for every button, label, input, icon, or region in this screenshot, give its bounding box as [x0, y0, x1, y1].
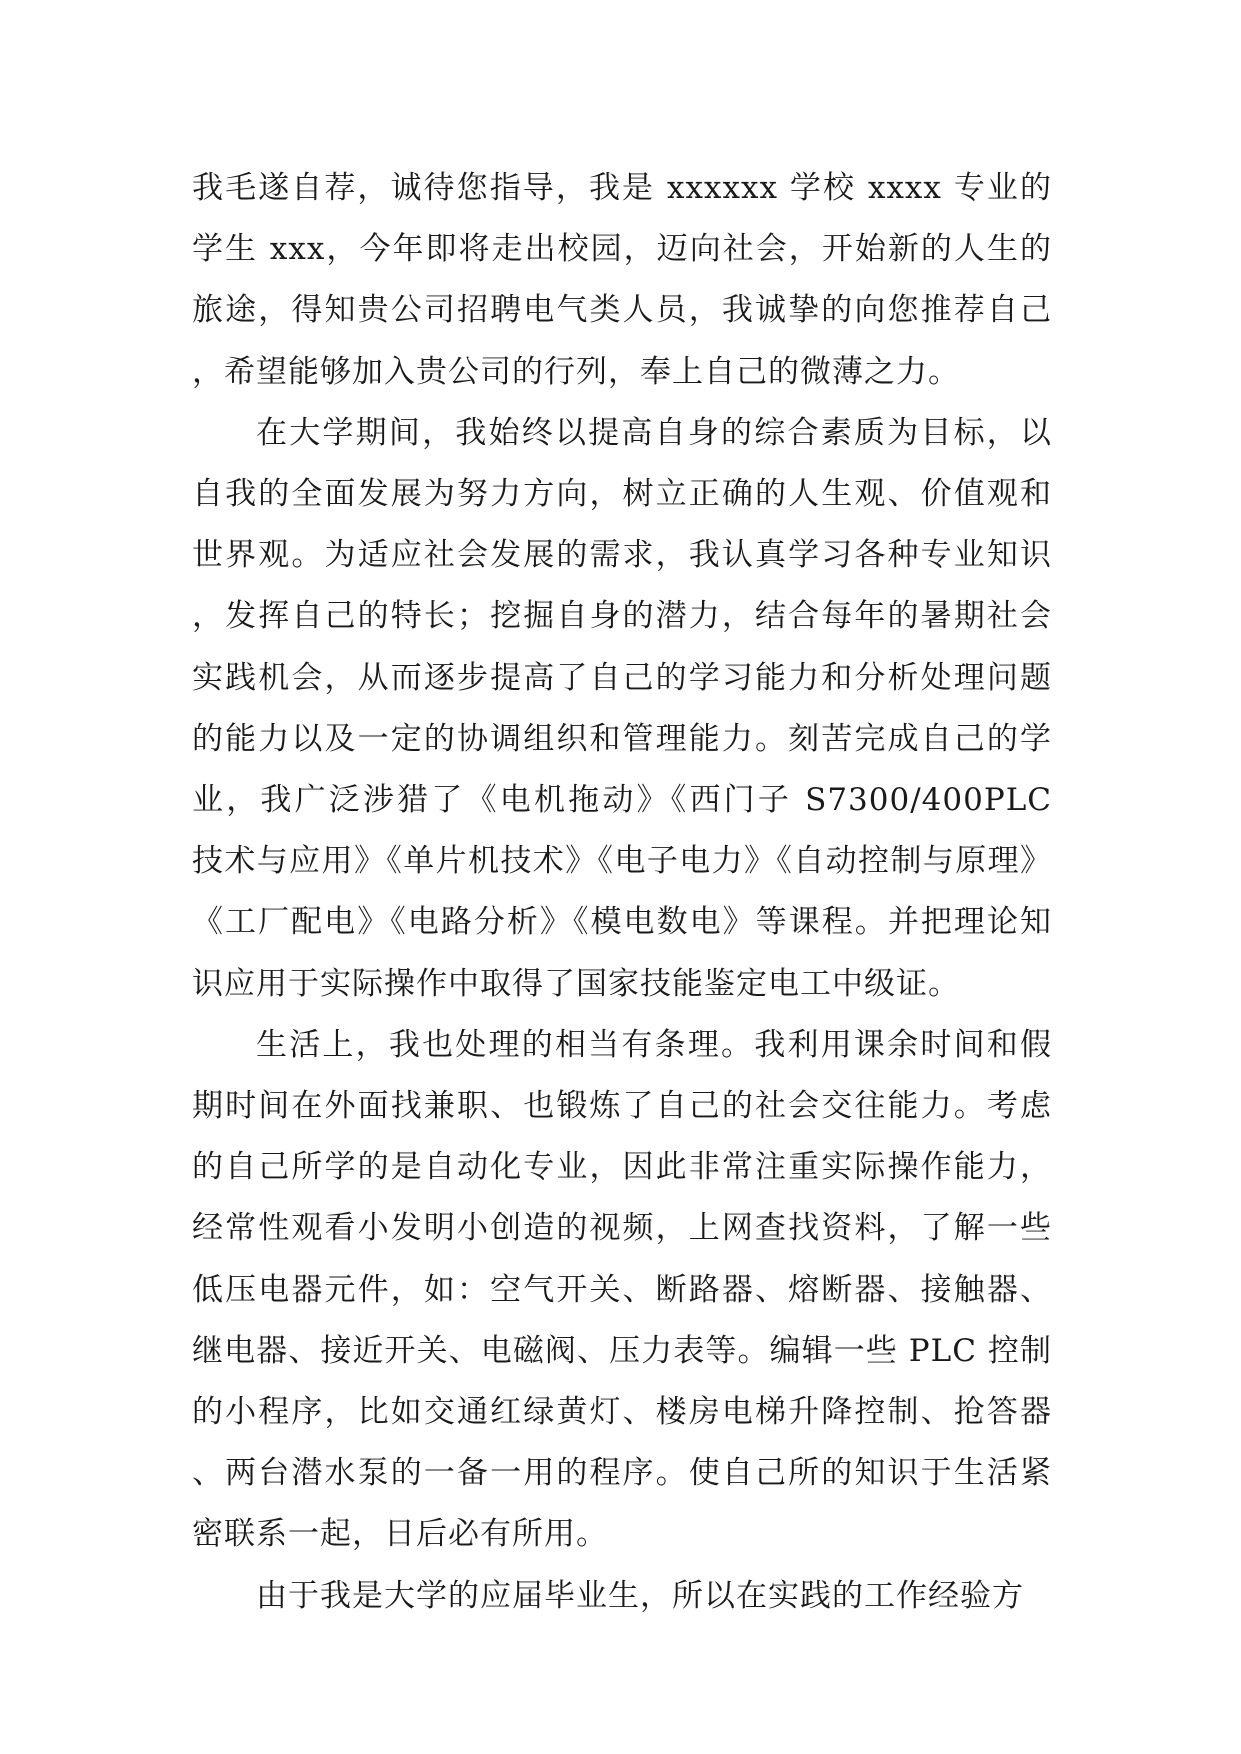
- paragraph-work-experience: 由于我是大学的应届毕业生，所以在实践的工作经验方: [256, 1577, 1024, 1614]
- document-body: [192, 158, 1052, 1627]
- paragraph-self-recommendation: 我毛遂自荐，诚待您指导，我是 xxxxxx 学校 xxxx 专业的学生 xxx，今年即将走出校园，迈向社会，开始新的人生的旅途，得知贵公司招聘电气类人员，我诚挚的向您推荐自己，希望能够加入贵公司的行列，奉上自己的微薄之力。: [192, 170, 1052, 390]
- paragraph-university-study: 在大学期间，我始终以提高自身的综合素质为目标，以自我的全面发展为努力方向，树立正确的人生观、价值观和世界观。为适应社会发展的需求，我认真学习各种专业知识，发挥自己的特长；挖掘自身的潜力，结合每年的暑期社会实践机会，从而逐步提高了自己的学习能力和分析处理问题的能力以及一定的协调组织和管理能力。刻苦完成自己的学业，我广泛涉猎了《电机拖动》《西门子 S7300/400PLC 技术与应用》《单片机技术》《电子电力》《自动控制与原理》《工厂配电》《电路分析》《模电数电》等课程。并把理论知识应用于实际操作中取得了国家技能鉴定电工中级证。: [192, 414, 1052, 1002]
- paragraph-life-and-practice: 生活上，我也处理的相当有条理。我利用课余时间和假期时间在外面找兼职、也锻炼了自己的社会交往能力。考虑的自己所学的是自动化专业，因此非常注重实际操作能力，经常性观看小发明小创造的视频，上网查找资料，了解一些低压电器元件，如：空气开关、断路器、熔断器、接触器、继电器、接近开关、电磁阀、压力表等。编辑一些 PLC 控制的小程序，比如交通红绿黄灯、楼房电梯升降控制、抢答器、两台潜水泵的一备一用的程序。使自己所的知识于生活紧密联系一起，日后必有所用。: [192, 1026, 1052, 1553]
